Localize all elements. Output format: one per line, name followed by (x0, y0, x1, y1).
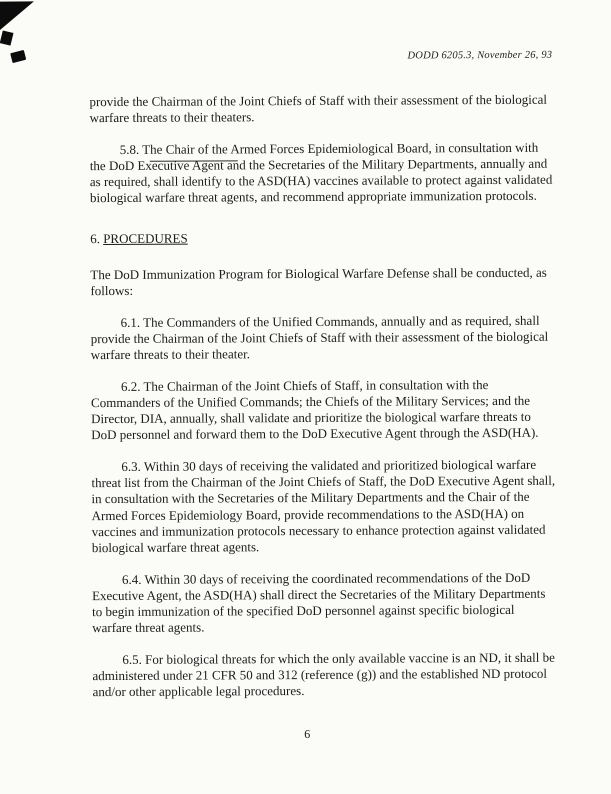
paragraph-6-2: 6.2. The Chairman of the Joint Chiefs of Staff, in consultation with the Commanders of the Unified Commands; the Chiefs of the Military Services; and the Director, DIA, annually, shall validate and prioritize the biological warfare threats to DoD personnel and forward them to the DoD Executive Agent through the ASD(HA). (90, 376, 539, 443)
page-number: 6 (304, 726, 311, 742)
header-directive-reference: DODD 6205.3, November 26, 93 (407, 49, 553, 62)
scan-artifact-mark (0, 30, 14, 45)
section-number: 6. (90, 230, 100, 246)
paragraph-6-5: 6.5. For biological threats for which the only available vaccine is an ND, it shall be administered under 21 CFR 50 and 312 (reference (g)) and the established ND protocol and/or other applicable legal procedures. (92, 649, 555, 700)
paragraph-5-8: 5.8. The Chair of the Armed Forces Epidemiological Board, in consultation with the DoD Executive Agent and the Secretaries of the Military Departments, annually and as required, shall identify to the ASD(HA) vaccines available to protect against validated biological warfare threat agents, and recommend appropriate immunization protocols. (89, 139, 553, 206)
section-title: PROCEDURES (103, 230, 188, 246)
paragraph-6-4: 6.4. Within 30 days of receiving the coordinated recommendations of the DoD Executive Agent, the ASD(HA) shall direct the Secretaries of the Military Departments to begin immunization of the specified DoD personnel against specific biological warfare threat agents. (92, 569, 546, 636)
scan-artifact-corner-triangle (0, 1, 34, 31)
document-body (89, 92, 556, 716)
paragraph-continuation: provide the Chairman of the Joint Chiefs of Staff with their assessment of the biological warfare threats to their theaters. (89, 91, 548, 126)
paragraph-intro: The DoD Immunization Program for Biological Warfare Defense shall be conducted, as follows: (90, 264, 547, 299)
paragraph-6-3: 6.3. Within 30 days of receiving the validated and prioritized biological warfare threat list from the Chairman of the Joint Chiefs of Staff, the DoD Executive Agent shall, in consultation with the Secretaries of the Military Departments and the Chair of the Armed Forces Epidemiology Board, provide recommendations to the ASD(HA) on vaccines and immunization protocols necessary to enhance protection against validated biological warfare threat agents. (91, 456, 556, 556)
section-heading-procedures (90, 228, 554, 247)
paragraph-6-1: 6.1. The Commanders of the Unified Commands, annually and as required, shall provide the Chairman of the Joint Chiefs of Staff with their assessment of the biological warfare threats to their theater. (90, 312, 549, 363)
scan-artifact-mark (10, 50, 26, 63)
